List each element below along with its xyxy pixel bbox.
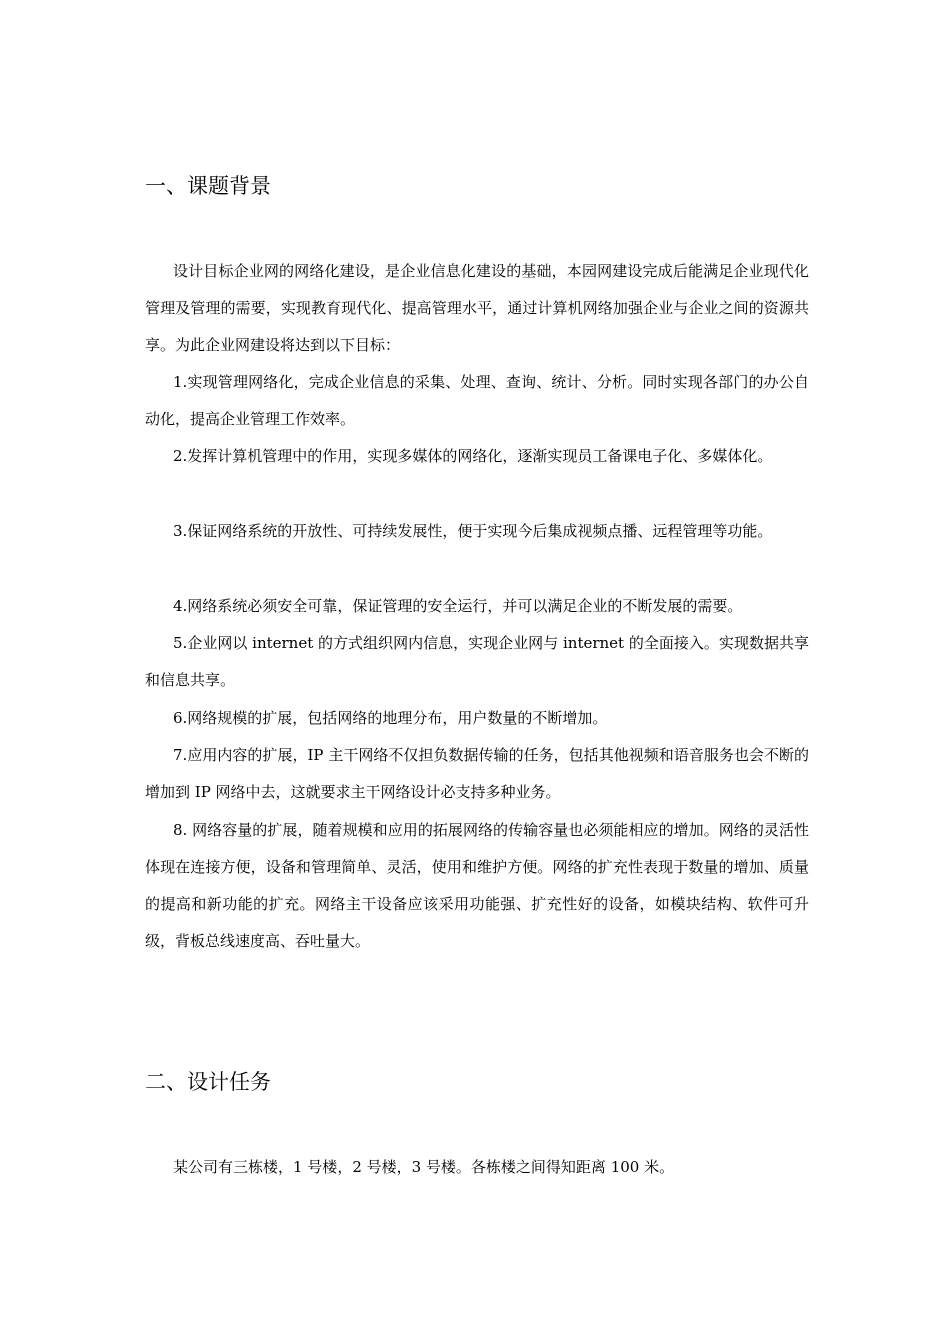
section-heading-task: 二、设计任务 [145,1070,271,1094]
paragraph-goal-2: 2.发挥计算机管理中的作用，实现多媒体的网络化，逐渐实现员工备课电子化、多媒体化。 [173,447,773,465]
paragraph-goal-5: 5.企业网以 internet 的方式组织网内信息，实现企业网与 internet 的全面接入。实现数据共享和信息共享。 [145,634,809,689]
section-heading-background: 一、课题背景 [145,174,271,198]
paragraph-goal-8: 8. 网络容量的扩展，随着规模和应用的拓展网络的传输容量也必须能相应的增加。网络的灵活性体现在连接方便，设备和管理简单、灵活，使用和维护方便。网络的扩充性表现于数量的增加、质量的提高和新功能的扩充。网络主干设备应该采用功能强、扩充性好的设备，如模块结构、软件可升级，背板总线速度高、吞吐量大。 [145,821,809,950]
paragraph-task: 某公司有三栋楼，1 号楼，2 号楼，3 号楼。各栋楼之间得知距离 100 米。 [173,1158,675,1176]
paragraph-goal-1: 1.实现管理网络化，完成企业信息的采集、处理、查询、统计、分析。同时实现各部门的办公自动化，提高企业管理工作效率。 [145,373,809,428]
paragraph-goal-3: 3.保证网络系统的开放性、可持续发展性，便于实现今后集成视频点播、远程管理等功能。 [173,522,773,540]
paragraph-goal-7: 7.应用内容的扩展，IP 主干网络不仅担负数据传输的任务，包括其他视频和语音服务也会不断的增加到 IP 网络中去，这就要求主干网络设计必支持多种业务。 [145,746,809,801]
paragraph-goal-4: 4.网络系统必须安全可靠，保证管理的安全运行，并可以满足企业的不断发展的需要。 [173,597,743,615]
paragraph-intro: 设计目标企业网的网络化建设，是企业信息化建设的基础，本园网建设完成后能满足企业现代化管理及管理的需要，实现教育现代化、提高管理水平，通过计算机网络加强企业与企业之间的资源共享。为此企业网建设将达到以下目标： [145,262,809,354]
paragraph-goal-6: 6.网络规模的扩展，包括网络的地理分布，用户数量的不断增加。 [173,709,608,727]
